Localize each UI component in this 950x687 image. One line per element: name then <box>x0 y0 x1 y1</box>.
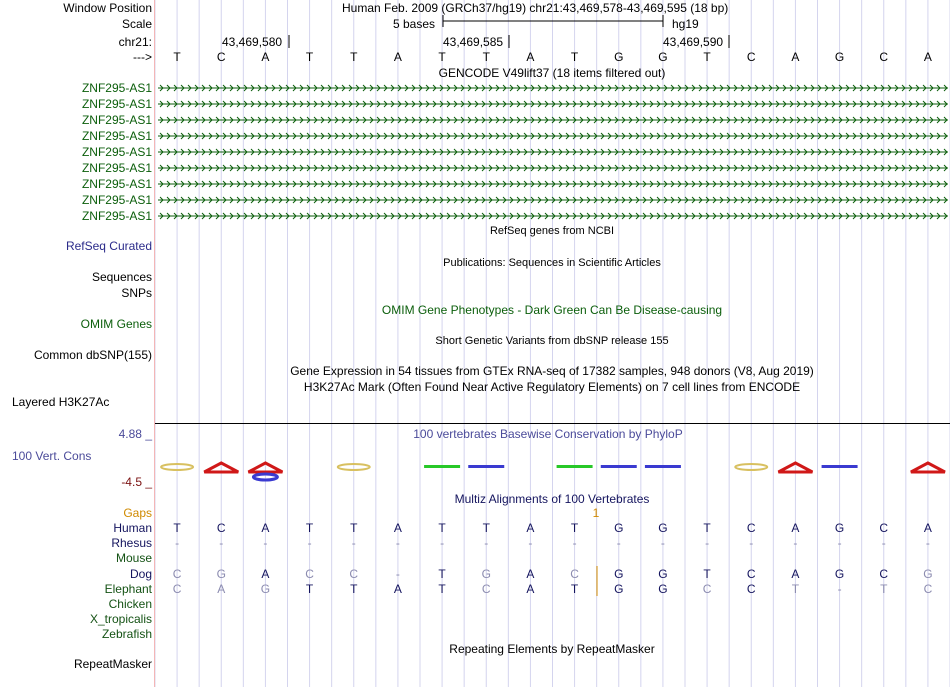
repeatmasker-track-title[interactable]: Repeating Elements by RepeatMasker <box>449 642 655 656</box>
alignment-base: A <box>923 521 932 535</box>
alignment-base: A <box>526 521 535 535</box>
base-letter: T <box>570 50 579 64</box>
base-letter: A <box>526 50 535 64</box>
base-letter: G <box>658 50 668 64</box>
dbsnp-track-title[interactable]: Short Genetic Variants from dbSNP release 155 <box>435 335 669 347</box>
alignment-base: G <box>614 581 624 596</box>
alignment-base: - <box>749 536 754 551</box>
base-letter: C <box>746 50 756 64</box>
alignment-base: G <box>658 566 668 581</box>
gencode-item-label[interactable]: ZNF295-AS1 <box>81 145 152 159</box>
alignment-base: G <box>658 521 668 535</box>
alignment-base: A <box>526 581 535 596</box>
base-letter: T <box>305 50 314 64</box>
alignment-base: G <box>260 581 271 596</box>
alignment-base: A <box>791 566 800 581</box>
alignment-base: C <box>481 581 491 596</box>
alignment-base: - <box>616 536 621 551</box>
gencode-item-label[interactable]: ZNF295-AS1 <box>81 161 152 175</box>
phylop-max-label: 4.88 _ <box>118 427 152 441</box>
phylop-glyph <box>645 465 681 468</box>
alignment-base: T <box>350 581 358 596</box>
publications-label[interactable]: Sequences <box>91 270 152 284</box>
alignment-base: - <box>925 536 930 551</box>
gencode-item-label[interactable]: ZNF295-AS1 <box>81 81 152 95</box>
scale-label: Scale <box>121 17 152 31</box>
base-letter: T <box>482 50 490 64</box>
alignment-base: C <box>172 581 182 596</box>
position-tick-label: 43,469,580 <box>222 35 283 49</box>
alignment-base: T <box>791 581 800 596</box>
alignment-base: - <box>395 566 400 581</box>
alignment-base: C <box>746 581 756 596</box>
snps-label[interactable]: SNPs <box>121 286 152 300</box>
gaps-label: Gaps <box>123 506 152 520</box>
alignment-base: - <box>528 536 533 551</box>
alignment-base: T <box>173 521 181 535</box>
phylop-glyph <box>557 465 593 468</box>
species-label[interactable]: Dog <box>129 566 152 581</box>
omim-label[interactable]: OMIM Genes <box>80 317 152 331</box>
alignment-base: - <box>351 536 356 551</box>
gap-count: 1 <box>592 506 600 520</box>
base-letter: A <box>923 50 932 64</box>
alignment-base: C <box>172 566 182 581</box>
alignment-base: T <box>350 521 358 535</box>
alignment-base: A <box>261 566 270 581</box>
alignment-base: A <box>393 521 402 535</box>
alignment-base: T <box>438 566 446 581</box>
alignment-base: C <box>746 521 756 535</box>
alignment-base: A <box>217 581 226 596</box>
alignment-base: - <box>705 536 710 551</box>
alignment-base: A <box>261 521 270 535</box>
gencode-item-label[interactable]: ZNF295-AS1 <box>81 177 152 191</box>
scale-assembly: hg19 <box>672 17 699 31</box>
alignment-base: T <box>305 581 314 596</box>
alignment-base: A <box>526 566 535 581</box>
publications-track-title[interactable]: Publications: Sequences in Scientific Articles <box>443 257 661 269</box>
alignment-base: - <box>175 536 180 551</box>
alignment-base: C <box>746 566 756 581</box>
gencode-item-label[interactable]: ZNF295-AS1 <box>81 97 152 111</box>
alignment-base: T <box>570 521 579 535</box>
strand-label: ---> <box>133 50 152 64</box>
alignment-base: - <box>219 536 224 551</box>
base-letter: T <box>438 50 446 64</box>
repeatmasker-label[interactable]: RepeatMasker <box>73 657 152 671</box>
alignment-base: T <box>880 581 888 596</box>
alignment-base: C <box>305 566 314 581</box>
window-position-label: Window Position <box>63 1 152 15</box>
alignment-base: T <box>703 521 711 535</box>
alignment-base: - <box>660 536 665 551</box>
base-letter: G <box>834 50 845 64</box>
multiz-track-title[interactable]: Multiz Alignments of 100 Vertebrates <box>454 492 650 506</box>
chrom-label: chr21: <box>118 35 152 49</box>
alignment-base: C <box>879 521 889 535</box>
alignment-base: G <box>834 566 845 581</box>
alignment-base: A <box>393 581 402 596</box>
alignment-base: - <box>793 536 798 551</box>
window-position-value: Human Feb. 2009 (GRCh37/hg19) chr21:43,469,578-43,469,595 (18 bp) <box>342 1 729 15</box>
alignment-base: C <box>349 566 359 581</box>
alignment-base: - <box>572 536 577 551</box>
alignment-base: A <box>791 521 800 535</box>
alignment-base: G <box>834 521 845 535</box>
alignment-base: - <box>395 536 400 551</box>
scale-value: 5 bases <box>393 17 436 31</box>
alignment-base: - <box>307 536 312 551</box>
phylop-glyph <box>424 465 460 468</box>
species-label[interactable]: Chicken <box>108 597 152 611</box>
phylop-glyph <box>601 465 637 468</box>
omim-track-title[interactable]: OMIM Gene Phenotypes - Dark Green Can Be Disease-causing <box>381 303 723 317</box>
phylop-glyph <box>822 465 858 468</box>
alignment-base: G <box>216 566 226 581</box>
gencode-item-label[interactable]: ZNF295-AS1 <box>81 129 152 143</box>
alignment-base: C <box>923 581 933 596</box>
alignment-base: G <box>481 566 491 581</box>
alignment-base: - <box>440 536 445 551</box>
gencode-item-label[interactable]: ZNF295-AS1 <box>81 113 152 127</box>
gtex-track-title[interactable]: Gene Expression in 54 tissues from GTEx RNA-seq of 17382 samples, 948 donors (V8, Aug 2019) <box>290 364 814 378</box>
base-letter: A <box>261 50 270 64</box>
position-tick-label: 43,469,590 <box>663 35 724 49</box>
alignment-base: C <box>879 566 889 581</box>
dbsnp-label[interactable]: Common dbSNP(155) <box>33 348 152 362</box>
base-letter: T <box>173 50 181 64</box>
species-label[interactable]: Human <box>113 521 152 535</box>
gencode-item-label[interactable]: ZNF295-AS1 <box>81 209 152 223</box>
alignment-base: - <box>837 536 842 551</box>
h3k27ac-track-title[interactable]: H3K27Ac Mark (Often Found Near Active Regulatory Elements) on 7 cell lines from ENCODE <box>303 380 801 394</box>
gencode-track-title[interactable]: GENCODE V49lift37 (18 items filtered out) <box>438 66 666 80</box>
base-letter: A <box>791 50 800 64</box>
alignment-base: G <box>614 521 624 535</box>
alignment-base: G <box>923 566 933 581</box>
base-letter: C <box>216 50 226 64</box>
species-label[interactable]: Zebrafish <box>101 627 152 642</box>
base-letter: G <box>614 50 624 64</box>
alignment-base: C <box>570 566 579 581</box>
alignment-base: C <box>702 581 712 596</box>
h3k27ac-label[interactable]: Layered H3K27Ac <box>12 395 110 409</box>
phylop-glyph <box>468 465 504 468</box>
alignment-base: - <box>837 581 842 596</box>
species-label[interactable]: Rhesus <box>111 536 152 551</box>
alignment-base: T <box>438 521 446 535</box>
species-label[interactable]: Mouse <box>115 551 152 566</box>
base-letter: T <box>350 50 358 64</box>
species-label[interactable]: X_tropicalis <box>89 612 152 627</box>
refseq-track-title[interactable]: RefSeq genes from NCBI <box>489 225 615 237</box>
phylop-track-title[interactable]: 100 vertebrates Basewise Conservation by PhyloP <box>413 427 683 441</box>
gencode-item-label[interactable]: ZNF295-AS1 <box>81 193 152 207</box>
species-label[interactable]: Elephant <box>104 581 152 596</box>
position-tick-label: 43,469,585 <box>443 35 504 49</box>
alignment-base: G <box>658 581 668 596</box>
phylop-min-label: -4.5 _ <box>121 475 152 489</box>
alignment-base: G <box>614 566 624 581</box>
alignment-base: T <box>305 521 314 535</box>
alignment-base: T <box>703 566 711 581</box>
base-letter: A <box>393 50 402 64</box>
base-letter: C <box>879 50 889 64</box>
phylop-label[interactable]: 100 Vert. Cons <box>12 449 92 463</box>
alignment-base: - <box>484 536 489 551</box>
alignment-base: - <box>263 536 268 551</box>
alignment-base: C <box>216 521 226 535</box>
alignment-base: T <box>570 581 579 596</box>
refseq-label[interactable]: RefSeq Curated <box>65 239 152 253</box>
alignment-base: T <box>438 581 446 596</box>
alignment-base: T <box>482 521 490 535</box>
base-letter: T <box>703 50 711 64</box>
alignment-base: - <box>881 536 886 551</box>
